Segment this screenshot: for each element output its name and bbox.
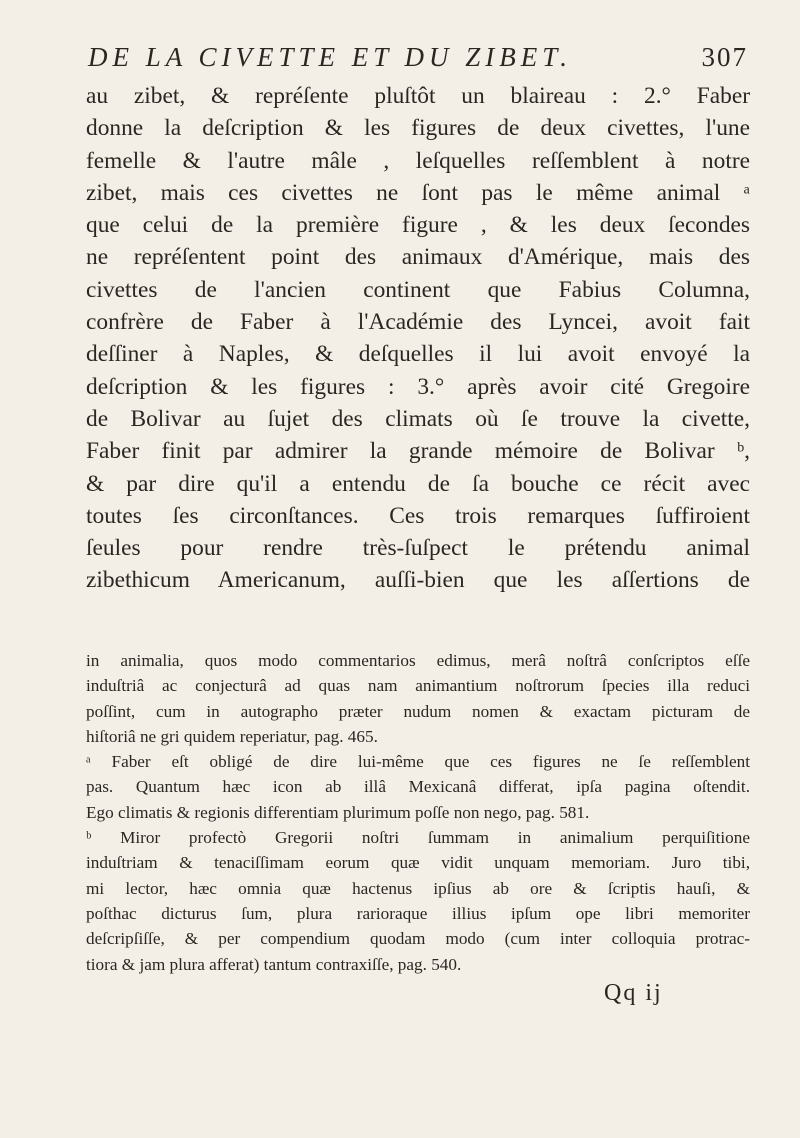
text-line: zibet, mais ces civettes ne ſont pas le même animal ᵃ bbox=[86, 179, 750, 206]
running-title: DE LA CIVETTE ET DU ZIBET. bbox=[88, 42, 573, 72]
footnote-line: poſſint, cum in autographo præter nudum nomen & exactam picturam de bbox=[86, 701, 750, 721]
footnote-line: ᵇ Miror profectò Gregorii noſtri ſummam in animalium perquiſitione bbox=[86, 828, 750, 848]
text-line: que celui de la première figure , & les deux ſecondes bbox=[86, 212, 750, 239]
text-line: Faber finit par admirer la grande mémoire de Bolivar ᵇ, bbox=[86, 438, 750, 465]
footnote-line: ᵃ Faber eſt obligé de dire lui-même que ces figures ne ſe reſſemblent bbox=[86, 752, 750, 772]
signature-mark: Qq ij bbox=[604, 980, 663, 1006]
footnote-line: poſthac dicturus ſum, plura rarioraque illius ipſum ope libri memoriter bbox=[86, 903, 750, 923]
text-line: civettes de l'ancien continent que Fabius Columna, bbox=[86, 276, 750, 303]
footnotes bbox=[86, 648, 750, 977]
footnote-line: induſtriam & tenaciſſimam eorum quæ vidit unquam memoriam. Juro tibi, bbox=[86, 853, 750, 873]
footnote-continuation bbox=[86, 648, 750, 749]
footnote-line: induſtriâ ac conjecturâ ad quas nam animantium noſtrorum ſpecies illa reduci bbox=[86, 676, 750, 696]
text-line: confrère de Faber à l'Académie des Lyncei, avoit fait bbox=[86, 309, 750, 336]
footnote-line: deſcripſiſſe, & per compendium quodam modo (cum inter colloquia protrac- bbox=[86, 929, 750, 949]
text-line: deſcription & les figures : 3.° après avoir cité Gregoire bbox=[86, 373, 750, 400]
text-line: au zibet, & repréſente pluſtôt un blaireau : 2.° Faber bbox=[86, 83, 750, 109]
footnote-line: in animalia, quos modo commentarios edimus, merâ noſtrâ conſcriptos eſſe bbox=[86, 651, 750, 670]
footnote-a bbox=[86, 749, 750, 825]
running-head bbox=[88, 42, 748, 82]
text-line: & par dire qu'il a entendu de ſa bouche ce récit avec bbox=[86, 470, 750, 497]
text-line: deſſiner à Naples, & deſquelles il lui avoit envoyé la bbox=[86, 341, 750, 368]
text-line: toutes ſes circonſtances. Ces trois remarques ſuffiroient bbox=[86, 502, 750, 529]
footnote-line: tiora & jam plura afferat) tantum contraxiſſe, pag. 540. bbox=[86, 954, 462, 974]
footnote-b bbox=[86, 825, 750, 977]
footnote-line: mi lector, hæc omnia quæ hactenus ipſius ab ore & ſcriptis hauſi, & bbox=[86, 878, 750, 898]
footnote-line: pas. Quantum hæc icon ab illâ Mexicanâ differat, ipſa pagina oſtendit. bbox=[86, 777, 750, 797]
text-line: zibethicum Americanum, auſſi-bien que les aſſertions de bbox=[86, 567, 750, 594]
text-line: femelle & l'autre mâle , leſquelles reſſemblent à notre bbox=[86, 147, 750, 174]
text-line: ne repréſentent point des animaux d'Amérique, mais des bbox=[86, 244, 750, 271]
footnote-line: hiſtoriâ ne gri quidem reperiatur, pag. 465. bbox=[86, 726, 378, 746]
text-line: ſeules pour rendre très-ſuſpect le prétendu animal bbox=[86, 535, 750, 562]
text-line: de Bolivar au ſujet des climats où ſe trouve la civette, bbox=[86, 405, 750, 432]
footnote-line: Ego climatis & regionis differentiam plurimum poſſe non nego, pag. 581. bbox=[86, 802, 590, 822]
page-number: 307 bbox=[701, 42, 748, 72]
text-line: donne la deſcription & les figures de deux civettes, l'une bbox=[86, 115, 750, 142]
main-text bbox=[86, 80, 750, 597]
